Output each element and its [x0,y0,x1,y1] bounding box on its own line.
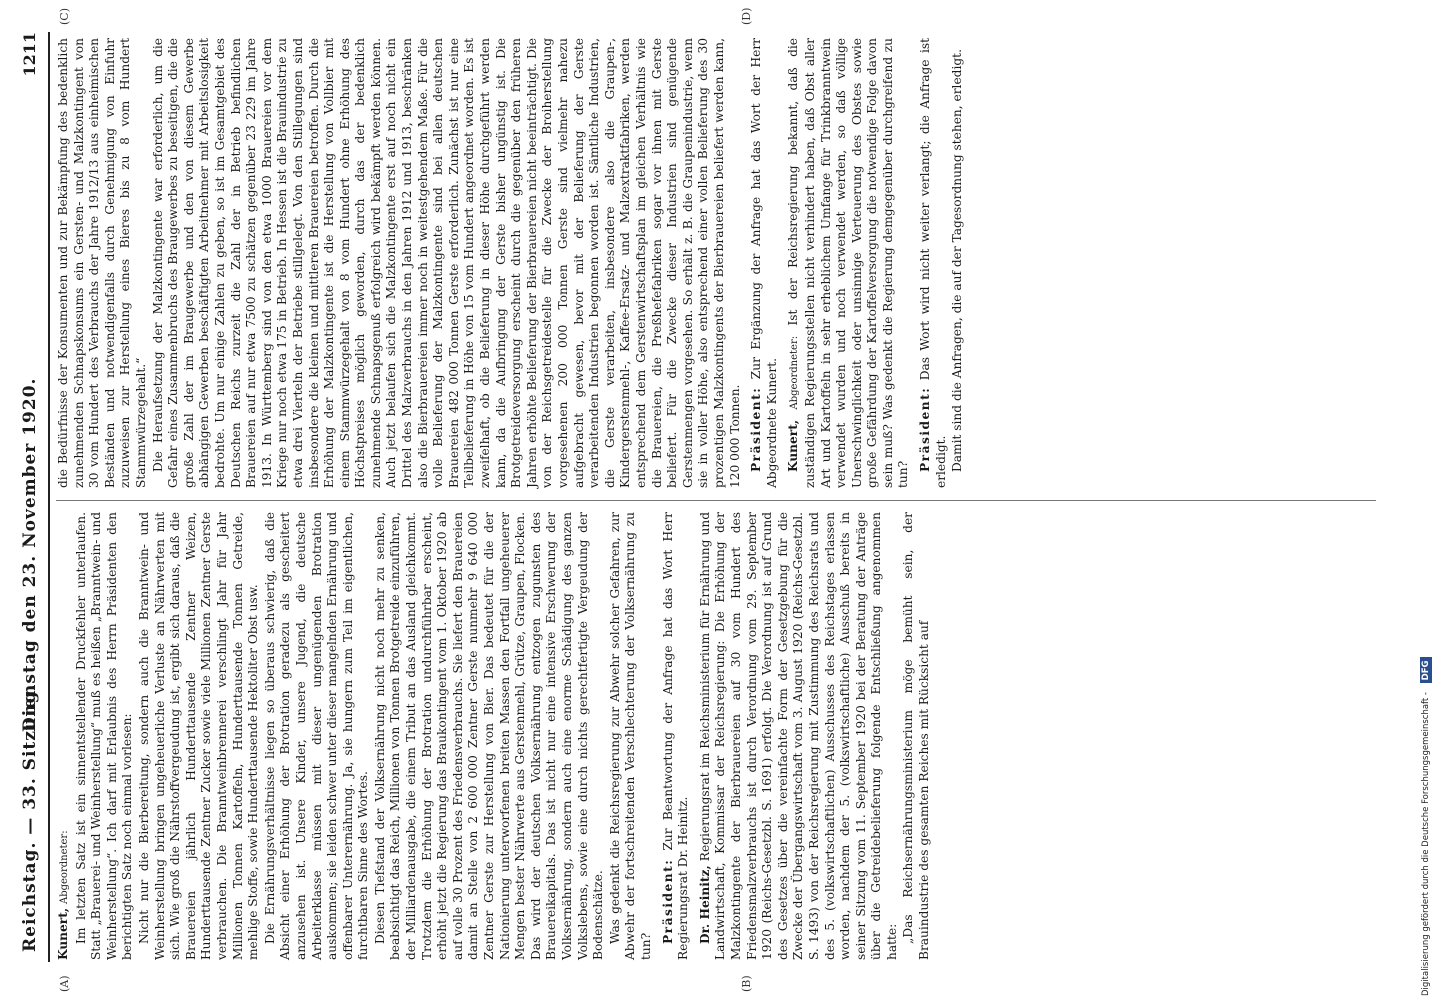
page-header [16,32,46,962]
paragraph: Zur Ergänzung der Anfrage hat das Wort der Herr Abgeordnete Kunert. [749,37,779,488]
paragraph: Das Wort wird nicht weiter verlangt; die Anfrage ist erledigt. [918,37,948,488]
right-column [56,38,967,488]
speaker-line [918,38,949,488]
speaker-line [56,512,73,960]
watermark-text-line [1418,4,1434,996]
paragraph: Die Erhöhung der Malzkontingente der Bierbrauereien auf 30 vom Hundert des Friedensmalzverbrauchs ist durch Verordnung vom 29. September 1920 (Reichs-Gesetzbl. S. 1691) erfolgt. Die Verordnung ist auf Grund des Gesetzes über die vereinfachte Form der Gesetzgebung für die Zwecke der Übergangswirtschaft vom 3. August 1920 (Reichs-Gesetzbl. S. 1493) von der Reichsregierung mit Zustimmung des Reichsrats und des 5. (volkswirtschaftlichen) Ausschusses des Reichstages erlassen worden, nachdem der 5. (volkswirtschaftliche) Ausschuß bereits in seiner Sitzung vom 11. September 1920 bei der Beratung der Anträge über die Getreidebelieferung folgende Entschließung angenommen hatte: [713,512,899,960]
funding-watermark [1418,4,1434,996]
speaker-role: Regierungsrat im Reichsministerium für Ernährung und Landwirtschaft, Kommissar der Reichsregierung: [697,511,728,960]
speaker-name: Präsident: [918,386,933,472]
paragraph: Damit sind die Anfragen, die auf der Tagesordnung stehen, erledigt. [950,49,965,472]
speaker-name: Kunert, [56,907,70,960]
speaker-line [749,38,780,488]
quoted-paragraph: Was gedenkt die Reichsregierung zur Abwehr solcher Gefahren, zur Abwehr der fortschreitenden Verschlechterung der Volksernährung zu tun? [607,512,653,960]
paragraph: Zur Beantwortung der Anfrage hat das Wort Herr Regierungsrat Dr. Heinitz. [660,512,691,960]
page-number: 1211 [20,32,39,77]
margin-marker-a: (A) [58,975,71,992]
margin-marker-b: (B) [740,975,753,992]
paragraph: Die Heraufsetzung der Malzkontingente war erforderlich, um die Gefahr eines Zusammenbruchs des Braugewerbes zu beseitigen, die die große Zahl der im Braugewerbe und den von diesem Gewerbe abhängigen Gewerben beschäftigten Arbeitnehmer mit Arbeitslosigkeit bedrohte. Um nur einige Zahlen zu geben, so ist im Gesamtgebiet des Deutschen Reichs zurzeit die Zahl der in Betrieb befindlichen Brauereien auf nur etwa 7500 zu schätzen gegenüber 23 229 im Jahre 1913. In Württemberg sind von den etwa 1000 Brauereien vor dem Kriege nur noch etwa 175 in Betrieb. In Hessen ist die Brauindustrie zu etwa drei Vierteln der Betriebe stillgelegt. Von den Stillegungen sind insbesondere die kleinen und mittleren Brauereien betroffen. Durch die Erhöhung der Malzkontingente ist die Herstellung von Vollbier mit einem Stammwürzegehalt von 8 vom Hundert ohne Erhöhung des Höchstpreises möglich geworden, durch das der bedenklich zunehmende Schnapsgenuß erfolgreich wird bekämpft werden können. Auch jetzt belaufen sich die Malzkontingente erst auf noch nicht ein Drittel des Malzverbrauchs in den Jahren 1912 und 1913, beschränken also die Bierbrauereien immer noch in weitestgehendem Maße. Für die volle Belieferung der Malzkontingente sind bei allen deutschen Brauereien 482 000 Tonnen Gerste erforderlich. Zunächst ist nur eine Teilbelieferung in Höhe von 15 vom Hundert angeordnet worden. Es ist zweifelhaft, ob die Belieferung in dieser Höhe durchgeführt werden kann, da die Aufbringung der Gerste bisher ungünstig ist. Die Brotgetreideversorgung erscheint durch die gegenüber den früheren Jahren erhöhte Belieferung der Bierbrauereien nicht beeinträchtigt. Die von der Reichsgetreidestelle für die Zwecke der Broiherstellung vorgesehenen 200 000 Tonnen Gerste sind vielmehr nahezu aufgebracht gewesen, bevor mit der Belieferung der Gerste verarbeitenden Industrien begonnen worden ist. Sämtliche Industrien, die Gerste verarbeiten, insbesondere also die Graupen-, Kindergerstenmehl-, Kaffee-Ersatz- und Malzextraktfabriken, werden entsprechend dem Gerstenwirtschaftsplan im gleichen Verhältnis wie die Brauereien, die Preßhefefabriken sogar vor ihnen mit Gerste beliefert. Für die Zwecke dieser Industrien sind genügende Gerstenmengen vorgesehen. So erhält z. B. die Graupenindustrie, wenn sie in voller Höhe, also entsprechend einer vollen Belieferung des 30 prozentigen Malzkontingents der Bierbrauereien beliefert werden kann, 120 000 Tonnen. [150,38,742,488]
speaker-name: Präsident: [749,386,764,472]
margin-marker-c: (C) [58,8,71,25]
speaker-role: Abgeordneter: [59,830,70,905]
quoted-paragraph: Diesen Tiefstand der Volksernährung nicht noch mehr zu senken, beabsichtigt das Reich, Millionen von Tonnen Brotgetreide einzuführen, der Milliardenausgabe, die einem Tribut an das Ausland gleichkommt. Trotzdem die Erhöhung der Brotration undurchführbar erscheint, erhöht jetzt die Regierung das Braukontingent vom 1. Oktober 1920 ab auf volle 30 Prozent des Friedensverbrauchs. Sie liefert den Brauereien damit an Stelle von 2 600 000 Zentner Gerste nunmehr 9 640 000 Zentner Gerste zur Herstellung von Bier. Das bedeutet für die der Nationierung unterworfenen breiten Massen den Fortfall ungeheuerer Mengen bester Nährwerte aus Gerstenmehl, Grütze, Graupen, Flocken. Das wird der deutschen Volksernährung entzogen zugunsten des Brauereikapitals. Das ist nicht nur eine intensive Erschwerung der Volksernährung, sondern auch eine enorme Schädigung des ganzen Volkslebens, sowie eine durch nichts gerechtfertigte Vergeudung der Bodenschätze. [372,512,606,960]
paragraph: Ist der Reichsregierung bekannt, daß die zuständigen Regierungsstellen nicht verhindert haben, daß Obst aller Art und Kartoffeln in sehr erheblichem Umfange für Trinkbranntwein verwendet wurden und noch verwendet werden, so daß völlige Unerschwinglichkeit oder unsinnige Verteuerung des Obstes sowie große Gefährdung der Kartoffelversorgung die notwendige Folge davon sein muß? Was gedenkt die Regierung demgegenüber durchgreifend zu tun? [786,38,911,488]
speaker-line [786,38,912,488]
speaker-name: Kunert, [786,419,801,472]
dfg-logo: DFG [1420,657,1432,683]
left-column [56,512,934,960]
speaker-line [698,512,901,960]
speaker-name: Präsident: [660,858,675,944]
quoted-paragraph: Nicht nur die Bierbereitung, sondern auch die Branntwein- und Weinherstellung bringen ungeheuerliche Verluste an Nährwerten mit sich. Wie groß die Nährstoffvergeudung ist, ergibt sich daraus, daß die Brauereien jährlich Hunderttausende Zentner Weizen, Hunderttausende Zentner Zucker sowie viele Millionen Zentner Gerste verbrauchen. Die Branntweinbrennerei verschlingt Jahr für Jahr Millionen Tonnen Kartoffeln, Hunderttausende Tonnen Getreide, mehlige Stoffe, sowie Hunderttausende Hektoliter Obst usw. [136,512,261,960]
watermark-text: Digitalisierung gefördert durch die Deutsche Forschungsgemeinschaft - [1421,692,1431,996]
paragraph: Im letzten Satz ist ein sinnentstellender Druckfehler unterlaufen. Statt „Brauerei- und Weinherstellung“ muß es heißen „Branntwein- und Weinherstellung“. Ich darf mit Erlaubnis des Herrn Präsidenten den berichtigten Satz noch einmal vorlesen: [73,512,135,960]
column-separator [56,500,1376,501]
quoted-paragraph: Die Ernährungsverhältnisse liegen so überaus schwierig, daß die Absicht einer Erhöhung der Brotration geradezu als gescheitert anzusehen ist. Unsere Kinder, unsere Jugend, die deutsche Arbeiterklasse müssen mit dieser ungenügenden Brotration auskommen; sie leiden schwer unter dieser mangelnden Ernährung und offenbarer Unterernährung. Ja, sie hungern zum Teil im eigentlichen, furchtbaren Sinne des Wortes. [262,512,371,960]
quoted-paragraph: „Das Reichsernährungsministerium möge bemüht sein, der Brauindustrie des gesamten Reiches mit Rücksicht auf [901,512,932,960]
header-rule [48,32,50,962]
speaker-line [661,512,692,960]
speaker-role: Abgeordneter: [789,335,801,410]
margin-marker-d: (D) [740,7,753,25]
paragraph: die Bedürfnisse der Konsumenten und zur Bekämpfung des bedenklich zunehmenden Schnapskonsums ein Gersten- und Malzkontingent von 30 vom Hundert des Verbrauchs der Jahre 1912/13 aus einheimischen Beständen und notwendigenfalls durch Genehmigung von Einfuhr zuzuweisen zur Herstellung eines Bieres bis zu 8 vom Hundert Stammwürzegehalt.“ [56,38,148,488]
speaker-name: Dr. Heinitz, [697,865,712,944]
header-date: Dienstag den 23. November 1920. [20,377,40,732]
header-session: Reichstag. — 33. Sitzung. [20,683,40,952]
